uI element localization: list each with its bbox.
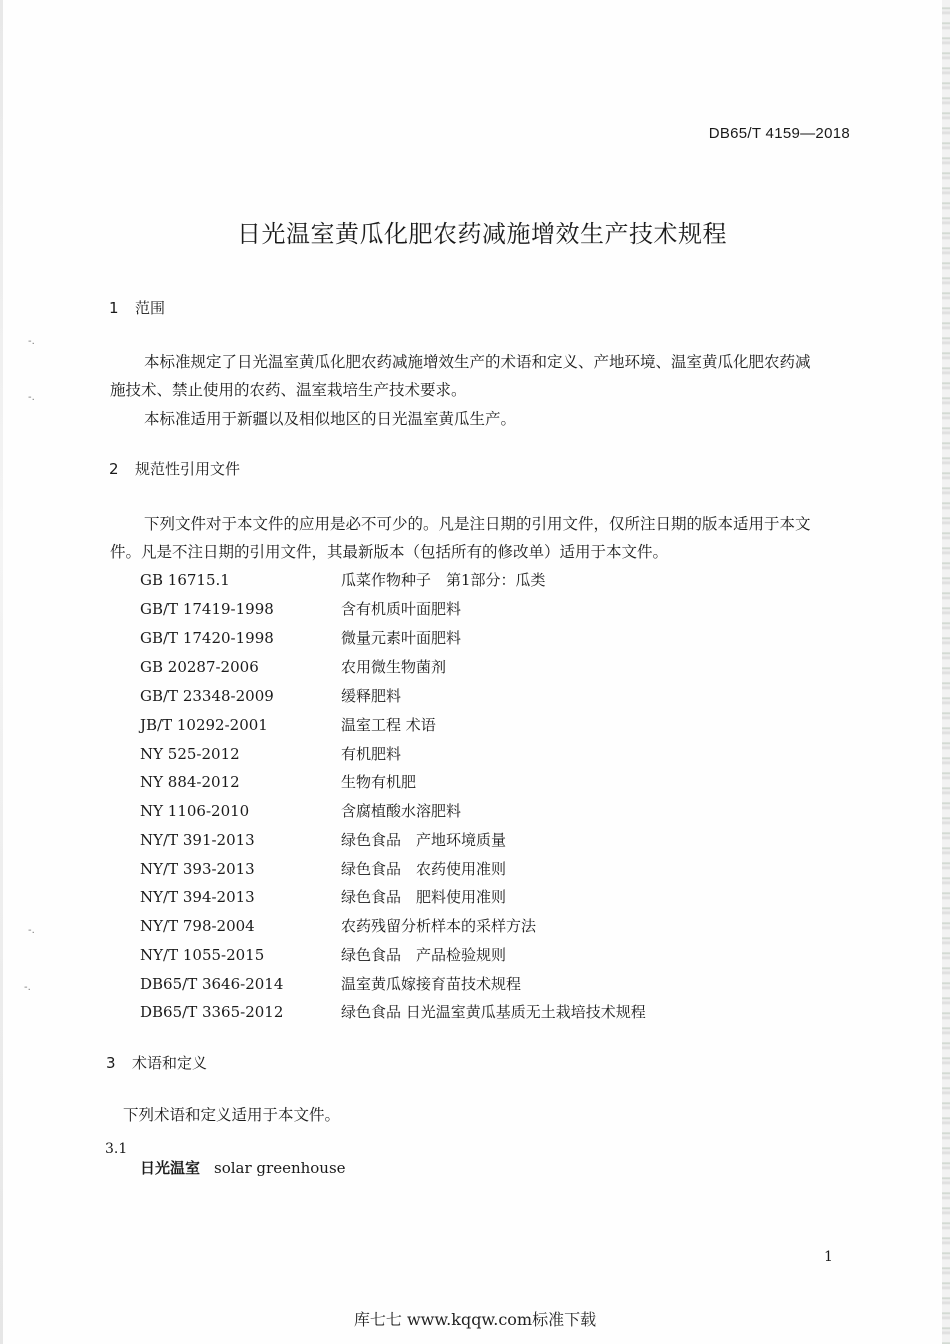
reference-code: GB 20287-2006 — [140, 658, 259, 676]
term-entry — [140, 1157, 346, 1178]
reference-title: 农药残留分析样本的采样方法 — [341, 917, 537, 935]
paragraph-line: 本标准适用于新疆以及相似地区的日光温室黄瓜生产。 — [144, 410, 517, 428]
section-3-heading — [106, 1052, 207, 1073]
reference-title: 绿色食品 日光温室黄瓜基质无土栽培技术规程 — [341, 1003, 646, 1021]
section-1-heading — [109, 297, 165, 318]
section-2-heading — [109, 458, 240, 479]
reference-title: 绿色食品 产品检验规则 — [341, 946, 507, 964]
reference-code: NY/T 393-2013 — [140, 860, 255, 878]
section-number: 3 — [106, 1054, 116, 1072]
reference-code: JB/T 10292-2001 — [140, 716, 268, 734]
reference-title: 生物有机肥 — [341, 773, 417, 791]
paragraph-line: 件。凡是不注日期的引用文件，其最新版本（包括所有的修改单）适用于本文件。 — [110, 543, 669, 561]
reference-code: NY/T 391-2013 — [140, 831, 255, 849]
section-title: 范围 — [135, 299, 166, 317]
section-number: 2 — [109, 460, 119, 478]
reference-title: 含有机质叶面肥料 — [341, 600, 462, 618]
paragraph-line: 下列术语和定义适用于本文件。 — [123, 1106, 341, 1124]
scan-speck: -. — [24, 982, 31, 993]
reference-code: NY/T 394-2013 — [140, 888, 255, 906]
scan-edge-right — [942, 0, 950, 1344]
reference-title: 瓜菜作物种子 第1部分：瓜类 — [341, 571, 546, 589]
reference-title: 温室工程 术语 — [341, 716, 436, 734]
reference-title: 温室黄瓜嫁接育苗技术规程 — [341, 975, 522, 993]
term-english: solar greenhouse — [214, 1159, 346, 1177]
reference-code: NY 525-2012 — [140, 745, 240, 763]
reference-title: 微量元素叶面肥料 — [341, 629, 462, 647]
reference-code: NY 884-2012 — [140, 773, 240, 791]
reference-title: 绿色食品 肥料使用准则 — [341, 888, 507, 906]
clause-number: 3.1 — [105, 1141, 128, 1157]
reference-code: NY 1106-2010 — [140, 802, 250, 820]
section-title: 术语和定义 — [132, 1054, 208, 1072]
document-title: 日光温室黄瓜化肥农药减施增效生产技术规程 — [237, 220, 727, 248]
scan-edge-left — [0, 0, 3, 1344]
section-title: 规范性引用文件 — [135, 460, 241, 478]
reference-title: 农用微生物菌剂 — [341, 658, 447, 676]
paragraph-line: 下列文件对于本文件的应用是必不可少的。凡是注日期的引用文件，仅所注日期的版本适用于本文 — [144, 515, 811, 533]
page-number: 1 — [824, 1249, 833, 1265]
reference-code: NY/T 1055-2015 — [140, 946, 265, 964]
reference-title: 有机肥料 — [341, 745, 402, 763]
reference-code: NY/T 798-2004 — [140, 917, 255, 935]
standard-code: DB65/T 4159—2018 — [708, 125, 850, 142]
term-chinese: 日光温室 — [140, 1159, 201, 1177]
section-number: 1 — [109, 299, 119, 317]
reference-code: GB 16715.1 — [140, 571, 230, 589]
reference-code: GB/T 17420-1998 — [140, 629, 274, 647]
paragraph-line: 施技术、禁止使用的农药、温室栽培生产技术要求。 — [110, 381, 467, 399]
reference-code: GB/T 17419-1998 — [140, 600, 274, 618]
reference-title: 绿色食品 农药使用准则 — [341, 860, 507, 878]
reference-title: 含腐植酸水溶肥料 — [341, 802, 462, 820]
scan-speck: -. — [28, 925, 35, 936]
paragraph-line: 本标准规定了日光温室黄瓜化肥农药减施增效生产的术语和定义、产地环境、温室黄瓜化肥农药减 — [144, 353, 811, 371]
reference-code: GB/T 23348-2009 — [140, 687, 274, 705]
reference-code: DB65/T 3646-2014 — [140, 975, 284, 993]
footer-watermark: 库七七 www.kqqw.com标准下载 — [353, 1310, 597, 1329]
reference-code: DB65/T 3365-2012 — [140, 1003, 284, 1021]
scan-speck: -. — [28, 392, 35, 403]
reference-title: 缓释肥料 — [341, 687, 402, 705]
scan-speck: -. — [28, 336, 35, 347]
reference-title: 绿色食品 产地环境质量 — [341, 831, 507, 849]
